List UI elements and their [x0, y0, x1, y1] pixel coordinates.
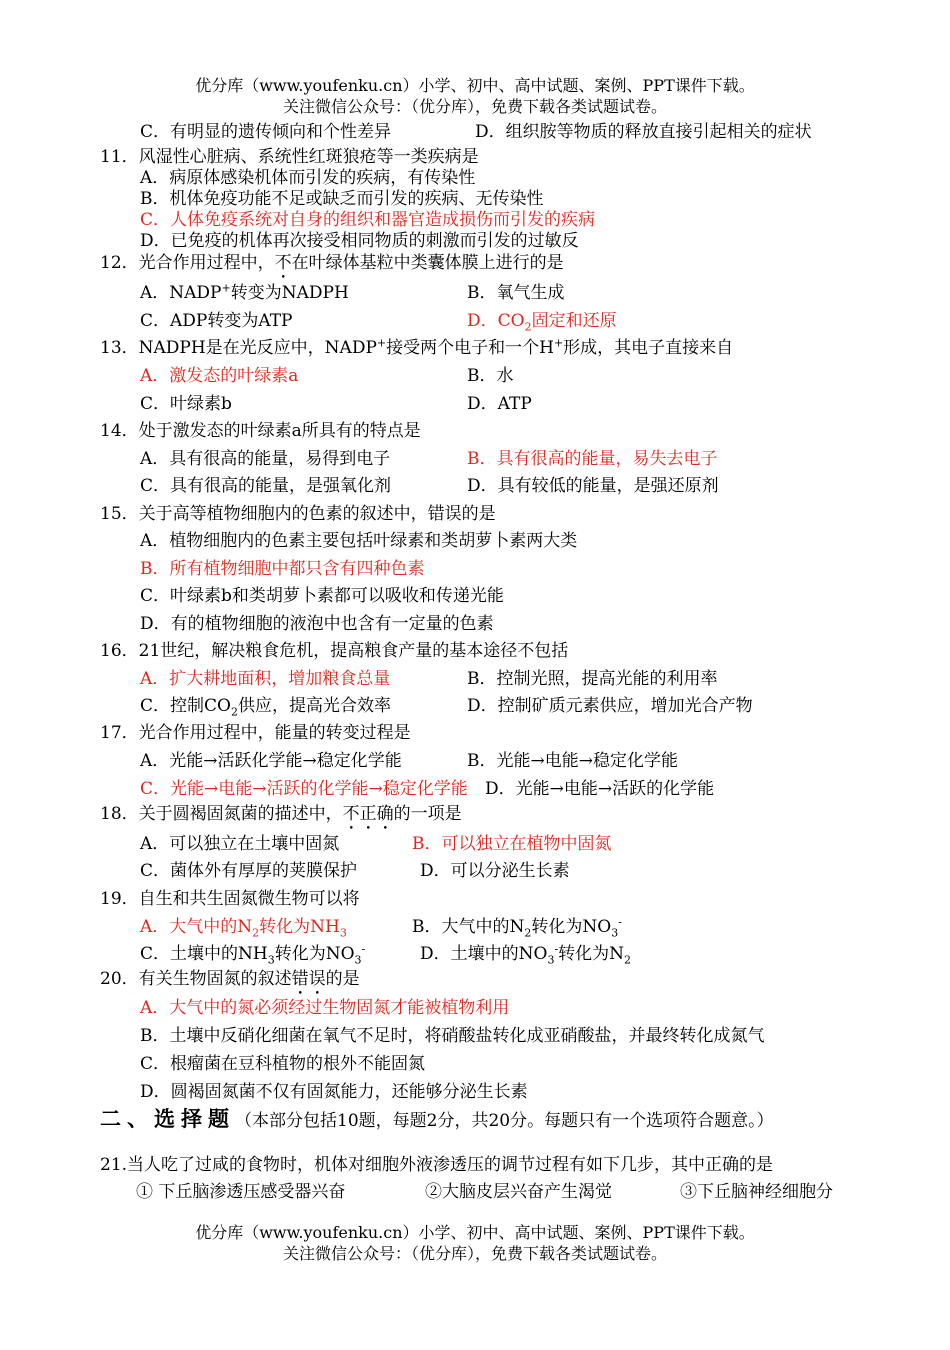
q20-option-b: B．土壤中反硝化细菌在氧气不足时，将硝酸盐转化成亚硝酸盐，并最终转化成氮气 — [140, 1026, 765, 1046]
q10-option-c: C．有明显的遗传倾向和个性差异 — [140, 122, 392, 142]
q15-stem: 15．关于高等植物细胞内的色素的叙述中，错误的是 — [100, 504, 496, 524]
q21-step-2: ②大脑皮层兴奋产生渴觉 — [425, 1182, 612, 1202]
q15-option-d: D．有的植物细胞的液泡中也含有一定量的色素 — [140, 614, 494, 634]
q17-option-c-answer: C．光能→电能→活跃的化学能→稳定化学能 — [140, 779, 468, 799]
footer-line-2: 关注微信公众号：（优分库），免费下载各类试题试卷。 — [282, 1244, 667, 1263]
q13-option-a-answer: A．激发态的叶绿素a — [140, 366, 299, 386]
q21-step-1: ① 下丘脑渗透压感受器兴奋 — [136, 1182, 346, 1202]
q20-option-c: C．根瘤菌在豆科植物的根外不能固氮 — [140, 1054, 426, 1074]
q17-option-b: B．光能→电能→稳定化学能 — [467, 751, 678, 771]
q13-stem: 13．NADPH是在光反应中，NADP+接受两个电子和一个H+形成，其电子直接来自 — [100, 336, 734, 358]
q17-option-a: A．光能→活跃化学能→稳定化学能 — [140, 751, 402, 771]
q16-stem: 16．21世纪，解决粮食危机，提高粮食产量的基本途径不包括 — [100, 641, 569, 661]
q13-option-b: B．水 — [467, 366, 514, 386]
q18-option-b-answer: B．可以独立在植物中固氮 — [412, 834, 612, 854]
section-2-note: （本部分包括10题，每题2分，共20分。每题只有一个选项符合题意。） — [235, 1111, 774, 1131]
q11-option-a: A．病原体感染机体而引发的疾病，有传染性 — [140, 168, 476, 188]
q11-option-d: D．已免疫的机体再次接受相同物质的刺激而引发的过敏反 — [140, 231, 579, 251]
q11-stem: 11．风湿性心脏病、系统性红斑狼疮等一类疾病是 — [100, 147, 479, 167]
q18-option-c: C．菌体外有厚厚的荚膜保护 — [140, 861, 358, 881]
header-line-2: 关注微信公众号：（优分库），免费下载各类试题试卷。 — [282, 97, 667, 116]
emphasis-dot-text: 不 — [274, 253, 292, 273]
q16-option-a-answer: A．扩大耕地面积，增加粮食总量 — [140, 669, 391, 689]
q12-option-b: B．氧气生成 — [467, 283, 565, 303]
q16-option-c: C．控制$CO_2$供应，提高光合效率 — [140, 696, 391, 719]
q15-option-b-answer: B．所有植物细胞中都只含有四种色素 — [140, 559, 425, 579]
q20-option-d: D．圆褐固氮菌不仅有固氮能力，还能够分泌生长素 — [140, 1082, 528, 1102]
q12-option-d-answer: D．$CO_2$固定和还原 — [467, 311, 617, 334]
q14-option-a: A．具有很高的能量，易得到电子 — [140, 449, 391, 469]
section-2-heading — [100, 1108, 774, 1132]
q15-option-a: A．植物细胞内的色素主要包括叶绿素和类胡萝卜素两大类 — [140, 531, 578, 551]
q10-option-d: D．组织胺等物质的释放直接引起相关的症状 — [475, 122, 812, 142]
q11-option-b: B．机体免疫功能不足或缺乏而引发的疾病、无传染性 — [140, 189, 544, 209]
q20-stem: 20．有关生物固氮的叙述错误的是 — [100, 969, 360, 989]
q14-option-c: C．具有很高的能量，是强氧化剂 — [140, 476, 392, 496]
q12-option-a: A．NADP+转变为NADPH — [140, 281, 349, 303]
q18-option-d: D．可以分泌生长素 — [420, 861, 570, 881]
q12-stem: 12．光合作用过程中，不在叶绿体基粒中类囊体膜上进行的是 — [100, 253, 564, 273]
q19-option-a-answer: A．大气中的$N_2$转化为$NH_3$ — [140, 917, 347, 940]
q17-stem: 17．光合作用过程中，能量的转变过程是 — [100, 723, 411, 743]
q14-stem: 14．处于激发态的叶绿素a所具有的特点是 — [100, 421, 421, 441]
q14-option-b-answer: B．具有很高的能量，易失去电子 — [467, 449, 718, 469]
q19-option-b: B．大气中的$N_2$转化为$NO_3^-$ — [412, 915, 622, 940]
q19-stem: 19．自生和共生固氮微生物可以将 — [100, 889, 360, 909]
q16-option-b: B．控制光照，提高光能的利用率 — [467, 669, 718, 689]
q20-option-a-answer: A．大气中的氮必须经过生物固氮才能被植物利用 — [140, 998, 510, 1018]
q18-option-a: A．可以独立在土壤中固氮 — [140, 834, 340, 854]
emphasis-dot-text: 错误 — [291, 969, 326, 989]
q13-option-c: C．叶绿素b — [140, 394, 232, 414]
q11-option-c-answer: C．人体免疫系统对自身的组织和器官造成损伤而引发的疾病 — [140, 210, 596, 230]
footer-line-1: 优分库（www.youfenku.cn）小学、初中、高中试题、案例、PPT课件下载。 — [195, 1223, 755, 1242]
section-2-title: 二、选择题 — [100, 1107, 235, 1131]
q12-option-c: C．ADP转变为ATP — [140, 311, 293, 331]
q16-option-d: D．控制矿质元素供应，增加光合产物 — [467, 696, 753, 716]
q21-stem: 21.当人吃了过咸的食物时，机体对细胞外液渗透压的调节过程有如下几步，其中正确的是 — [100, 1155, 774, 1175]
q21-step-3: ③下丘脑神经细胞分 — [680, 1182, 833, 1202]
q14-option-d: D．具有较低的能量，是强还原剂 — [467, 476, 719, 496]
q13-option-d: D．ATP — [467, 394, 532, 414]
q18-stem: 18．关于圆褐固氮菌的描述中，不正确的一项是 — [100, 804, 462, 824]
q17-option-d: D．光能→电能→活跃的化学能 — [485, 779, 715, 799]
q15-option-c: C．叶绿素b和类胡萝卜素都可以吸收和传递光能 — [140, 586, 504, 606]
q19-option-c: C．土壤中的$NH_3$转化为$NO_3^-$ — [140, 942, 366, 967]
header-line-1: 优分库（www.youfenku.cn）小学、初中、高中试题、案例、PPT课件下载。 — [195, 76, 755, 95]
emphasis-dot-text: 不正确 — [342, 804, 394, 824]
q19-option-d: D．土壤中的$NO_3^-$转化为$N_2$ — [420, 942, 632, 967]
